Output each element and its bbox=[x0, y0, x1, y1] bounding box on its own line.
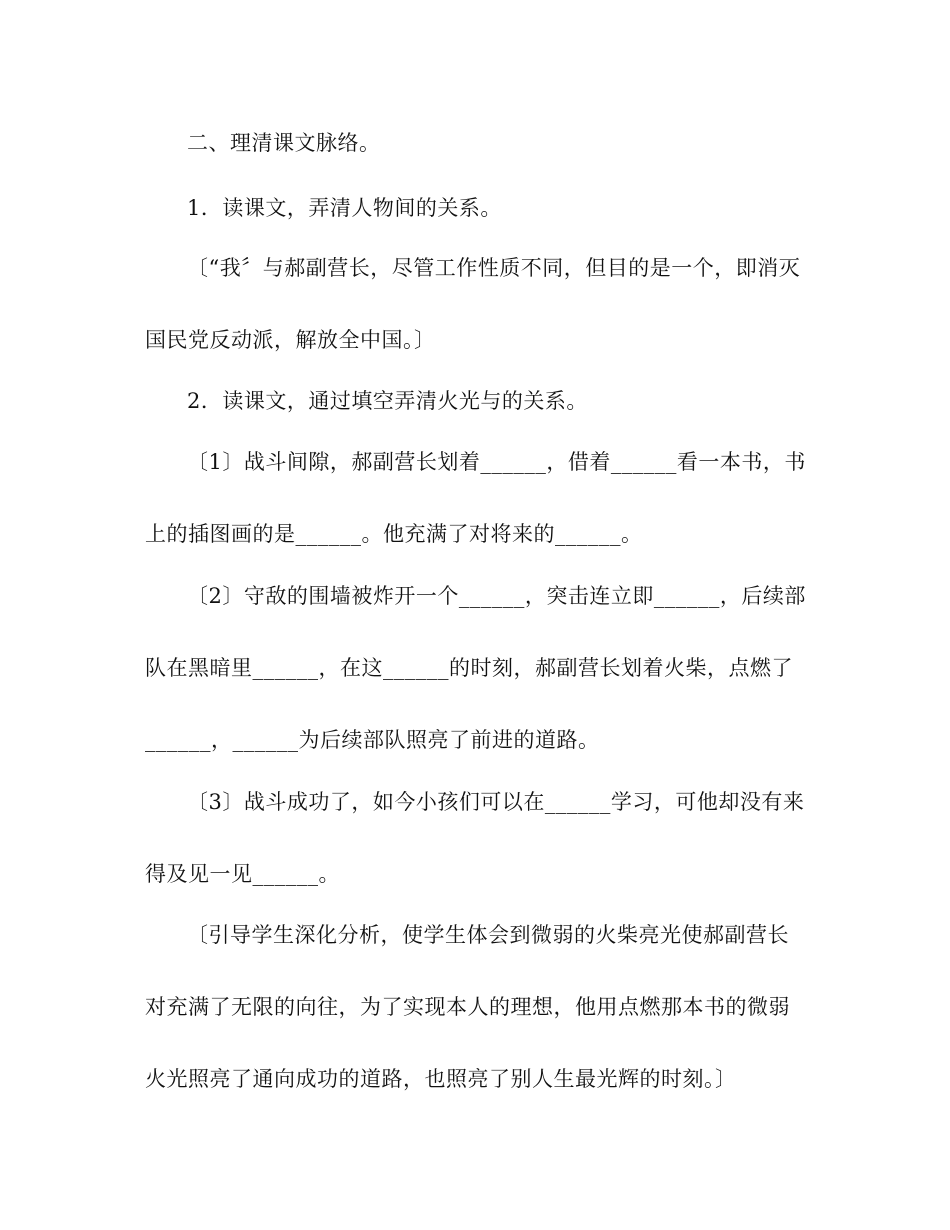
section-heading: 二、理清课文脉络。 bbox=[187, 131, 381, 155]
question-2: 2．读课文，通过填空弄清火光与的关系。 bbox=[187, 389, 588, 413]
guidance-line-3: 火光照亮了通向成功的道路，也照亮了别人生最光辉的时刻。〕 bbox=[145, 1067, 737, 1091]
fill-blank-3-line-2: 得及见一见______。 bbox=[145, 862, 340, 886]
answer-1-line-2: 国民党反动派，解放全中国。〕 bbox=[145, 328, 436, 352]
fill-blank-3-line-1: 〔3〕战斗成功了，如今小孩们可以在______学习，可他却没有来 bbox=[187, 790, 805, 814]
guidance-line-1: 〔引导学生深化分析，使学生体会到微弱的火柴亮光使郝副营长 bbox=[187, 923, 789, 947]
fill-blank-2-line-3: ______，______为后续部队照亮了前进的道路。 bbox=[145, 728, 600, 752]
question-1: 1．读课文，弄清人物间的关系。 bbox=[187, 196, 502, 220]
fill-blank-1-line-1: 〔1〕战斗间隙，郝副营长划着______，借着______看一本书，书 bbox=[187, 450, 806, 474]
answer-1-line-1: 〔“我〞与郝副营长，尽管工作性质不同，但目的是一个，即消灭 bbox=[187, 256, 801, 280]
guidance-line-2: 对充满了无限的向往，为了实现本人的理想，他用点燃那本书的微弱 bbox=[145, 995, 790, 1019]
fill-blank-2-line-1: 〔2〕守敌的围墙被炸开一个______，突击连立即______，后续部 bbox=[187, 584, 806, 608]
fill-blank-1-line-2: 上的插图画的是______。他充满了对将来的______。 bbox=[145, 522, 643, 546]
fill-blank-2-line-2: 队在黑暗里______，在这______的时刻，郝副营长划着火柴，点燃了 bbox=[145, 656, 793, 680]
